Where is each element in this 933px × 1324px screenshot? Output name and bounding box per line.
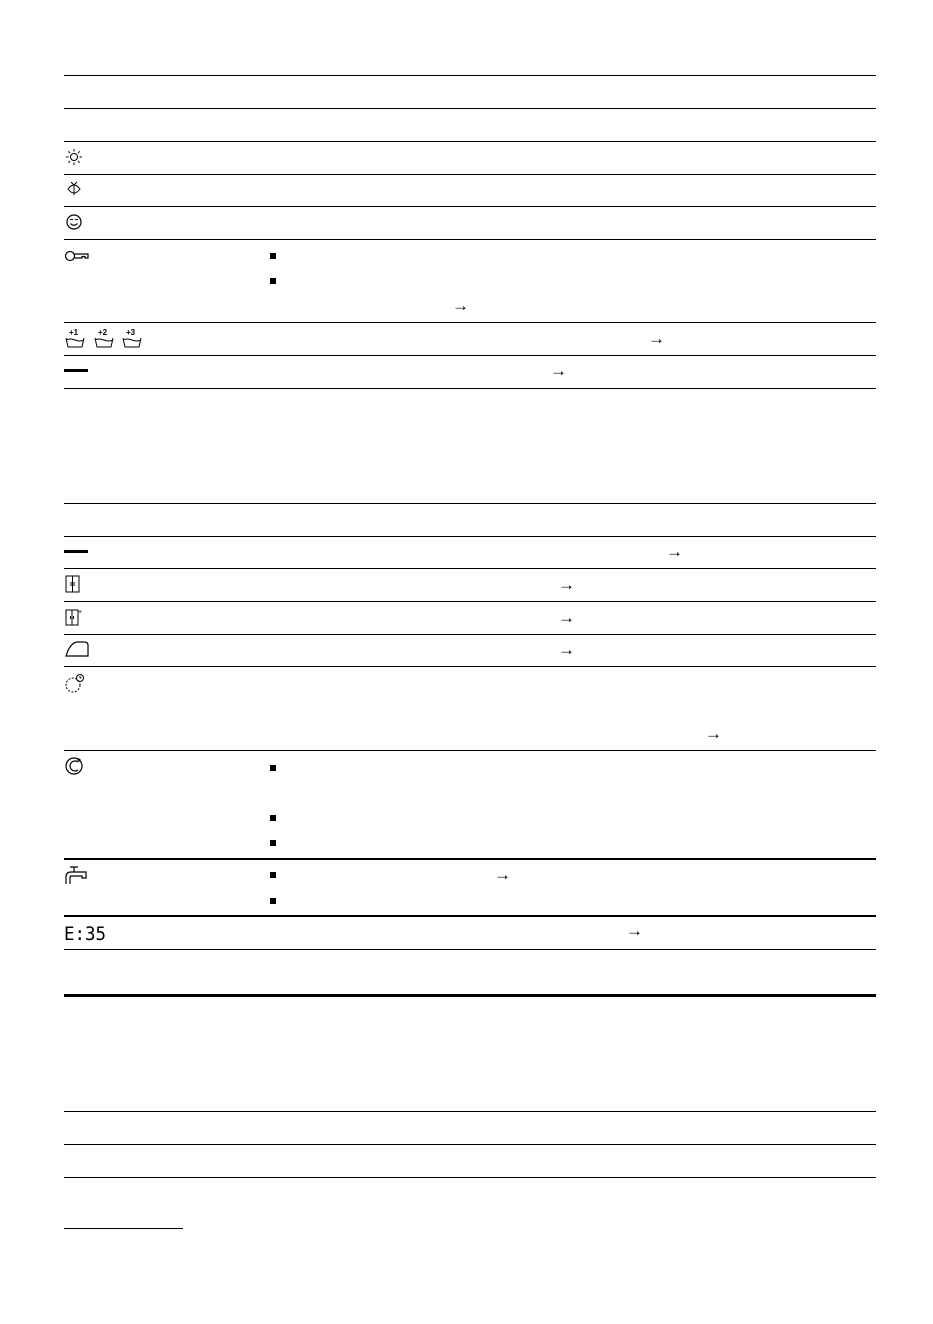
arrow-icon: → bbox=[705, 724, 722, 743]
table1-row-rule bbox=[64, 174, 876, 175]
key-icon bbox=[64, 249, 90, 263]
table3-row-rule bbox=[64, 1144, 876, 1145]
smiley-icon bbox=[64, 213, 84, 231]
list-bullet bbox=[270, 898, 276, 904]
table2-row-rule bbox=[64, 634, 876, 635]
drum-clean-icon bbox=[64, 756, 86, 776]
list-bullet bbox=[270, 278, 276, 284]
svg-text:+: + bbox=[78, 609, 83, 616]
rinse-plus-1-label: +1 bbox=[69, 328, 79, 337]
table3-bottom-rule bbox=[64, 1177, 876, 1178]
arrow-icon: → bbox=[494, 865, 511, 884]
table1-header-rule bbox=[64, 108, 876, 109]
dash-icon bbox=[64, 550, 88, 553]
timer-icon bbox=[64, 673, 86, 695]
footnote-rule bbox=[64, 1228, 183, 1229]
arrow-icon: → bbox=[626, 921, 643, 940]
table2-top-rule bbox=[64, 503, 876, 504]
table2-row-rule bbox=[64, 666, 876, 667]
table1-bottom-rule bbox=[64, 388, 876, 389]
table2-bottom-rule bbox=[64, 949, 876, 950]
list-bullet bbox=[270, 815, 276, 821]
leaf-icon bbox=[64, 180, 84, 198]
extra-rinse-icons bbox=[64, 327, 146, 349]
arrow-icon: → bbox=[558, 640, 575, 659]
table2-row-rule bbox=[64, 858, 876, 860]
table1-row-rule bbox=[64, 206, 876, 207]
error-code-text: E:35 bbox=[64, 923, 106, 944]
arrow-icon: → bbox=[648, 329, 665, 348]
rinse-plus-2-label: +2 bbox=[98, 328, 108, 337]
arrow-icon: → bbox=[558, 575, 575, 594]
list-bullet bbox=[270, 840, 276, 846]
table2-header-rule bbox=[64, 536, 876, 537]
arrow-icon: → bbox=[558, 608, 575, 627]
rinse-plus-3-label: +3 bbox=[126, 328, 136, 337]
table3-top-rule bbox=[64, 1111, 876, 1112]
section-divider bbox=[64, 994, 876, 997]
table1-row-rule bbox=[64, 141, 876, 142]
wardrobe-plus-icon bbox=[64, 607, 84, 627]
table2-row-rule bbox=[64, 601, 876, 602]
table1-row-rule bbox=[64, 239, 876, 240]
table2-row-rule bbox=[64, 750, 876, 751]
list-bullet bbox=[270, 765, 276, 771]
dash-icon bbox=[64, 369, 88, 372]
arrow-icon: → bbox=[550, 361, 567, 380]
list-bullet bbox=[270, 253, 276, 259]
arrow-icon: → bbox=[666, 542, 683, 561]
table1-top-rule bbox=[64, 75, 876, 76]
iron-icon bbox=[64, 639, 90, 659]
sun-icon bbox=[64, 148, 84, 166]
arrow-icon: → bbox=[452, 296, 469, 315]
wardrobe-icon bbox=[64, 574, 82, 594]
water-tap-icon bbox=[64, 864, 90, 886]
table2-row-rule bbox=[64, 568, 876, 569]
list-bullet bbox=[270, 872, 276, 878]
table1-row-rule bbox=[64, 322, 876, 323]
table1-row-rule bbox=[64, 355, 876, 356]
error-code-display bbox=[64, 922, 108, 944]
table2-row-rule bbox=[64, 915, 876, 917]
